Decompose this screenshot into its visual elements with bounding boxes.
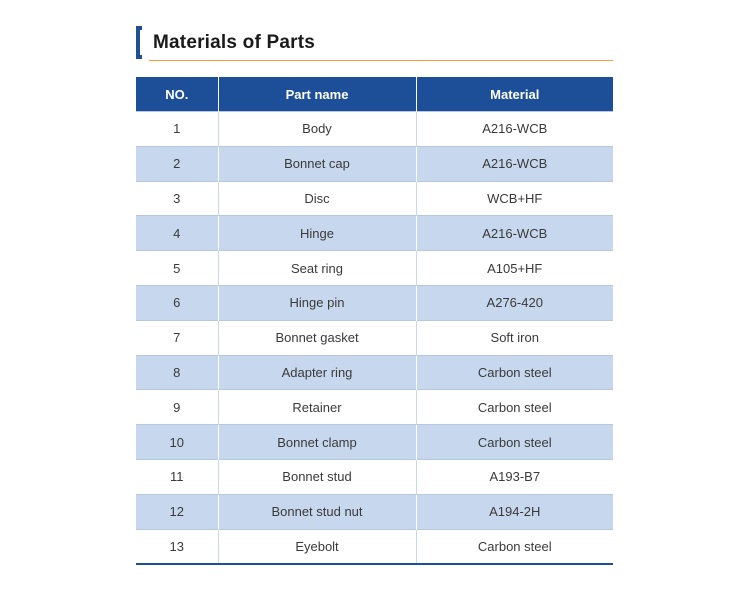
cell-part-name: Body (218, 112, 416, 147)
table-row (136, 216, 613, 251)
table-row (136, 529, 613, 564)
cell-no: 10 (136, 425, 218, 460)
cell-material: A194-2H (416, 494, 613, 529)
table-row (136, 251, 613, 286)
cell-no: 7 (136, 320, 218, 355)
cell-material: Soft iron (416, 320, 613, 355)
cell-no: 3 (136, 181, 218, 216)
cell-material: A216-WCB (416, 216, 613, 251)
cell-no: 11 (136, 459, 218, 494)
cell-no: 12 (136, 494, 218, 529)
cell-part-name: Hinge (218, 216, 416, 251)
cell-part-name: Eyebolt (218, 529, 416, 564)
table-header-row (136, 77, 613, 112)
header-material: Material (416, 77, 613, 112)
title-underline (149, 60, 613, 61)
table-row (136, 181, 613, 216)
cell-part-name: Seat ring (218, 251, 416, 286)
cell-part-name: Retainer (218, 390, 416, 425)
cell-material: A105+HF (416, 251, 613, 286)
table-row (136, 112, 613, 147)
cell-material: WCB+HF (416, 181, 613, 216)
cell-no: 5 (136, 251, 218, 286)
cell-part-name: Bonnet stud nut (218, 494, 416, 529)
section-title: Materials of Parts (153, 32, 315, 53)
cell-part-name: Bonnet gasket (218, 320, 416, 355)
cell-no: 13 (136, 529, 218, 564)
cell-part-name: Bonnet cap (218, 146, 416, 181)
table-row (136, 390, 613, 425)
cell-material: Carbon steel (416, 355, 613, 390)
cell-material: A276-420 (416, 285, 613, 320)
cell-no: 2 (136, 146, 218, 181)
cell-material: A216-WCB (416, 112, 613, 147)
header-part-name: Part name (218, 77, 416, 112)
cell-part-name: Adapter ring (218, 355, 416, 390)
materials-table (136, 77, 613, 565)
cell-part-name: Hinge pin (218, 285, 416, 320)
bracket-mark (136, 26, 142, 59)
cell-no: 4 (136, 216, 218, 251)
cell-material: A216-WCB (416, 146, 613, 181)
cell-material: Carbon steel (416, 425, 613, 460)
cell-no: 6 (136, 285, 218, 320)
table-row (136, 285, 613, 320)
cell-part-name: Bonnet stud (218, 459, 416, 494)
cell-no: 8 (136, 355, 218, 390)
cell-no: 9 (136, 390, 218, 425)
table-row (136, 425, 613, 460)
cell-material: Carbon steel (416, 390, 613, 425)
header-no: NO. (136, 77, 218, 112)
table-row (136, 494, 613, 529)
cell-material: Carbon steel (416, 529, 613, 564)
cell-part-name: Disc (218, 181, 416, 216)
section-header (136, 26, 613, 62)
table-row (136, 320, 613, 355)
table-row (136, 146, 613, 181)
table-row (136, 459, 613, 494)
cell-no: 1 (136, 112, 218, 147)
cell-material: A193-B7 (416, 459, 613, 494)
cell-part-name: Bonnet clamp (218, 425, 416, 460)
table-row (136, 355, 613, 390)
